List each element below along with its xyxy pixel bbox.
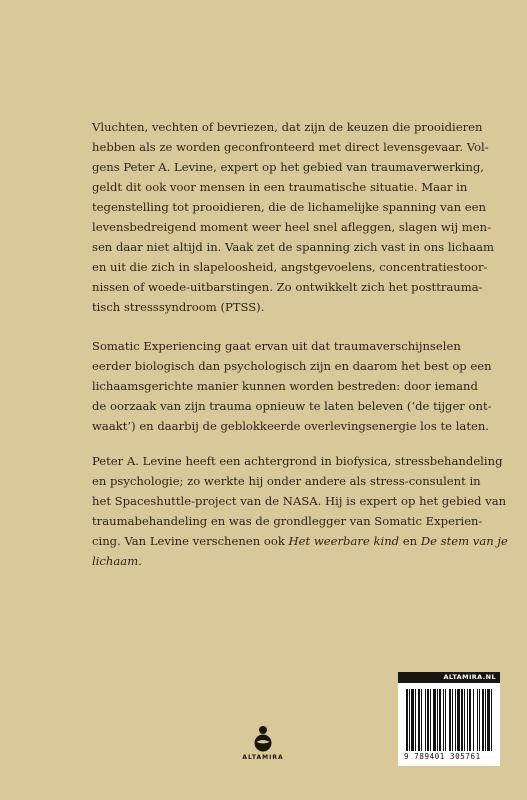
- text-line: het Spaceshuttle-project van de NASA. Hij is expert op het gebied van: [92, 494, 507, 508]
- text-line: tegenstelling tot prooidieren, die de lichamelijke spanning van een: [92, 200, 486, 214]
- text-segment: en: [399, 534, 421, 548]
- text-line: [92, 531, 508, 551]
- book-title-italic: lichaam.: [92, 554, 142, 568]
- publisher-name: ALTAMIRA: [242, 754, 284, 761]
- altamira-figure-icon: [252, 724, 274, 752]
- text-line: lichaamsgerichte manier kunnen worden bestreden: door iemand: [92, 379, 478, 393]
- text-line: eerder biologisch dan psychologisch zijn en daarom het best op een: [92, 359, 492, 373]
- text-line: Peter A. Levine heeft een achtergrond in biofysica, stressbehandeling: [92, 454, 503, 468]
- barcode-bar: [425, 689, 426, 751]
- barcode-bar: [427, 689, 429, 751]
- barcode-bar: [443, 689, 444, 751]
- barcode-bar: [485, 689, 486, 751]
- barcode-sticker: [398, 672, 500, 766]
- barcode-bar: [437, 689, 438, 751]
- text-line: waakt’) en daarbij de geblokkeerde overlevingsenergie los te laten.: [92, 419, 490, 433]
- barcode-bar: [430, 689, 431, 751]
- text-line: en psychologie; zo werkte hij onder andere als stress-consulent in: [92, 474, 481, 488]
- text-line: Vluchten, vechten of bevriezen, dat zijn de keuzen die prooidieren: [92, 120, 483, 134]
- text-line: sen daar niet altijd in. Vaak zet de spanning zich vast in ons lichaam: [92, 240, 495, 254]
- publisher-website: ALTAMIRA.NL: [398, 672, 500, 683]
- barcode-bar: [409, 689, 410, 751]
- barcode-bar: [464, 689, 465, 751]
- blurb-paragraph-1: [92, 117, 495, 317]
- barcode-bar: [479, 689, 480, 751]
- barcode: [406, 689, 492, 751]
- text-line: en uit die zich in slapeloosheid, angstgevoelens, concentratiestoor-: [92, 260, 488, 274]
- book-title-italic: De stem van je: [420, 534, 508, 548]
- barcode-bar: [491, 689, 492, 751]
- isbn-number: 9 789401 305761: [404, 752, 481, 761]
- text-line: [92, 551, 432, 571]
- barcode-bar: [433, 689, 436, 751]
- text-line: gens Peter A. Levine, expert op het gebied van traumaverwerking,: [92, 160, 484, 174]
- text-line: traumabehandeling en was de grondlegger van Somatic Experien-: [92, 514, 483, 528]
- barcode-bar: [487, 689, 490, 751]
- text-line: tisch stresssyndroom (PTSS).: [92, 300, 265, 314]
- barcode-bar: [452, 689, 453, 751]
- barcode-bar: [457, 689, 460, 751]
- barcode-bar: [411, 689, 414, 751]
- blurb-paragraph-2: [92, 336, 492, 436]
- barcode-bar: [461, 689, 463, 751]
- text-line: geldt dit ook voor mensen in een traumatische situatie. Maar in: [92, 180, 468, 194]
- barcode-bar: [467, 689, 468, 751]
- author-bio-paragraph: [92, 451, 508, 571]
- barcode-bar: [445, 689, 446, 751]
- barcode-bar: [482, 689, 484, 751]
- barcode-bar: [439, 689, 441, 751]
- text-line: Somatic Experiencing gaat ervan uit dat traumaverschijnselen: [92, 339, 461, 353]
- barcode-bar: [469, 689, 471, 751]
- text-line: hebben als ze worden geconfronteerd met direct levensgevaar. Vol-: [92, 140, 489, 154]
- text-line: de oorzaak van zijn trauma opnieuw te laten beleven (‘de tijger ont-: [92, 399, 492, 413]
- barcode-bar: [449, 689, 451, 751]
- barcode-bar: [455, 689, 456, 751]
- barcode-bar: [415, 689, 416, 751]
- book-title-italic: Het weerbare kind: [288, 534, 400, 548]
- text-segment: cing. Van Levine verschenen ook: [92, 534, 285, 548]
- barcode-bar: [477, 689, 478, 751]
- barcode-bar: [473, 689, 474, 751]
- barcode-bar: [421, 689, 422, 751]
- publisher-logo: [232, 724, 294, 761]
- text-line: levensbedreigend moment weer heel snel afleggen, slagen wij men-: [92, 220, 492, 234]
- text-line: nissen of woede-uitbarstingen. Zo ontwikkelt zich het posttrauma-: [92, 280, 483, 294]
- barcode-bar: [418, 689, 420, 751]
- barcode-bar: [406, 689, 408, 751]
